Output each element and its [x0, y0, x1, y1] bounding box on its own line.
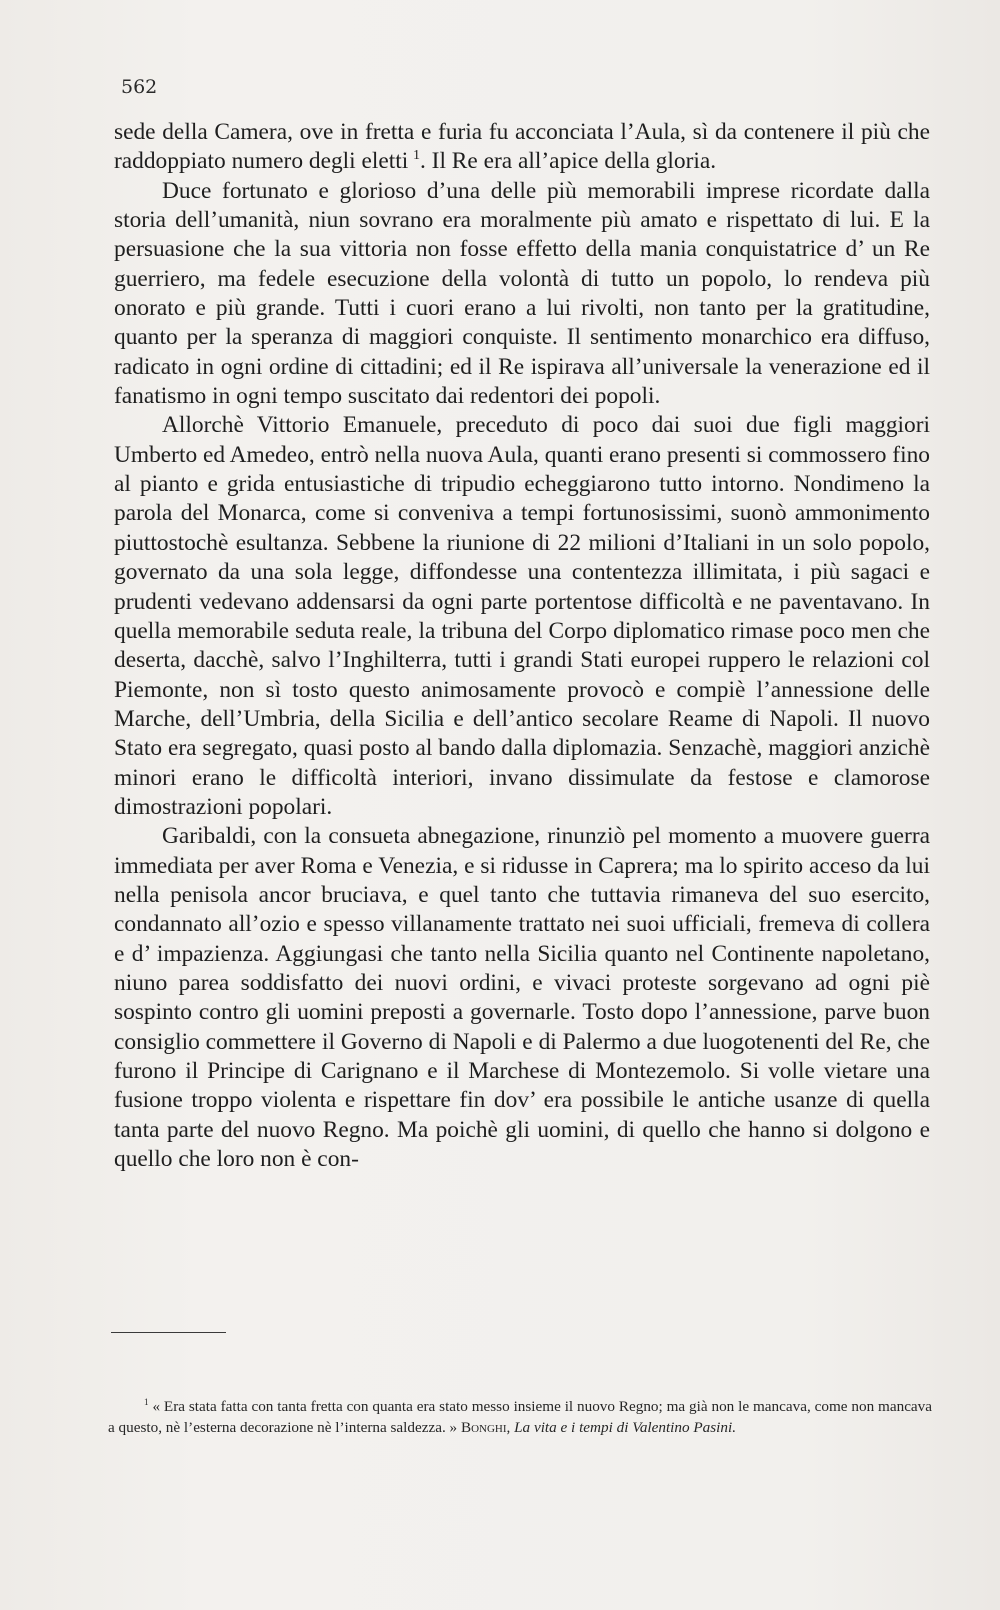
paragraph-1-text-end: . Il Re era all’apice della gloria. — [419, 148, 717, 175]
footnote-work-title: La vita e i tempi di Valentino Pasini. — [514, 1419, 736, 1436]
paragraph-4: Garibaldi, con la consueta abnegazione, rinunziò pel momento a muovere guerra immediata per aver Roma e Venezia, e si ridusse in Caprera; ma lo spirito acceso da lui nella penisola ancor bruciava, e quel tanto che tuttavia rimaneva del suo esercito, condannato all’ozio e spesso villanamente trattato nei suoi ufficiali, fremeva di collera e d’ impazienza. Aggiungasi che tanto nella Sicilia quanto nel Continente napoletano, niuno parea soddisfatto dei nuovi ordini, e vivaci proteste sorgevano ad ogni piè sospinto contro gli uomini preposti a governarle. Tosto dopo l’annessione, parve buon consiglio commettere il Governo di Napoli e di Palermo a due luogotenenti del Re, che furono il Principe di Carignano e il Marchese di Montezemolo. Si volle vietare una fusione troppo violenta e rispettare fin dov’ era possibile le antiche usanze di quella tanta parte del nuovo Regno. Ma poichè gli uomini, di quello che hanno si dolgono e quello che loro non è con- — [114, 823, 930, 1173]
main-text — [114, 118, 930, 1174]
footnote — [108, 1396, 932, 1438]
page-number: 562 — [121, 76, 158, 98]
footnote-reference: 1 — [412, 147, 420, 164]
paragraph-2: Duce fortunato e glorioso d’una delle più memorabili imprese ricordate dalla storia dell’umanità, niun sovrano era moralmente più amato e rispettato di lui. E la persuasione che la sua vittoria non fosse effetto della mania conquistatrice d’ un Re guerriero, ma fedele esecuzione della volontà di tutto un popolo, lo rendeva più onorato e più grande. Tutti i cuori erano a lui rivolti, non tanto per la gratitudine, quanto per la speranza di maggiori conquiste. Il sentimento monarchico era diffuso, radicato in ogni ordine di cittadini; ed il Re ispirava all’universale la venerazione ed il fanatismo in ogni tempo suscitato dai redentori dei popoli. — [114, 177, 930, 410]
paragraph-3: Allorchè Vittorio Emanuele, preceduto di poco dai suoi due figli maggiori Umberto ed Amedeo, entrò nella nuova Aula, quanti erano presenti si commossero fino al pianto e grida entusiastiche di tripudio echeggiarono tutto intorno. Nondimeno la parola del Monarca, come si conveniva a tempi fortunosissimi, suonò ammonimento piuttostochè esultanza. Sebbene la riunione di 22 milioni d’Italiani in un solo popolo, governato da una sola legge, diffondesse una contentezza illimitata, i più sagaci e prudenti vedevano addensarsi da ogni parte portentose difficoltà e ne paventavano. In quella memorabile seduta reale, la tribuna del Corpo diplomatico rimase poco men che deserta, dacchè, salvo l’Inghilterra, tutti i grandi Stati europei ruppero le relazioni col Piemonte, non sì tosto questo animosamente provocò e compiè l’annessione delle Marche, dell’Umbria, della Sicilia e dell’antico secolare Reame di Napoli. Il nuovo Stato era segregato, quasi posto al bando dalla diplomazia. Senzachè, maggiori anzichè minori erano le difficoltà interiori, invano dissimulate da festose e clamorose dimostrazioni popolari. — [114, 412, 930, 820]
footnote-quote: « Era stata fatta con tanta fretta con quanta era stato messo insieme il nuovo Regno; ma già non le mancava, come non mancava a questo, nè l’esterna decorazione nè l’interna saldezza. » — [108, 1398, 933, 1436]
footnote-divider — [111, 1332, 226, 1333]
paragraph-1-text: sede della Camera, ove in fretta e furia fu acconciata l’Aula, sì da contenere il più che raddoppiato numero degli eletti — [114, 119, 930, 175]
footnote-author: Bonghi, — [460, 1419, 511, 1436]
footnote-marker: 1 — [144, 1396, 149, 1407]
paragraph-1 — [114, 118, 930, 177]
